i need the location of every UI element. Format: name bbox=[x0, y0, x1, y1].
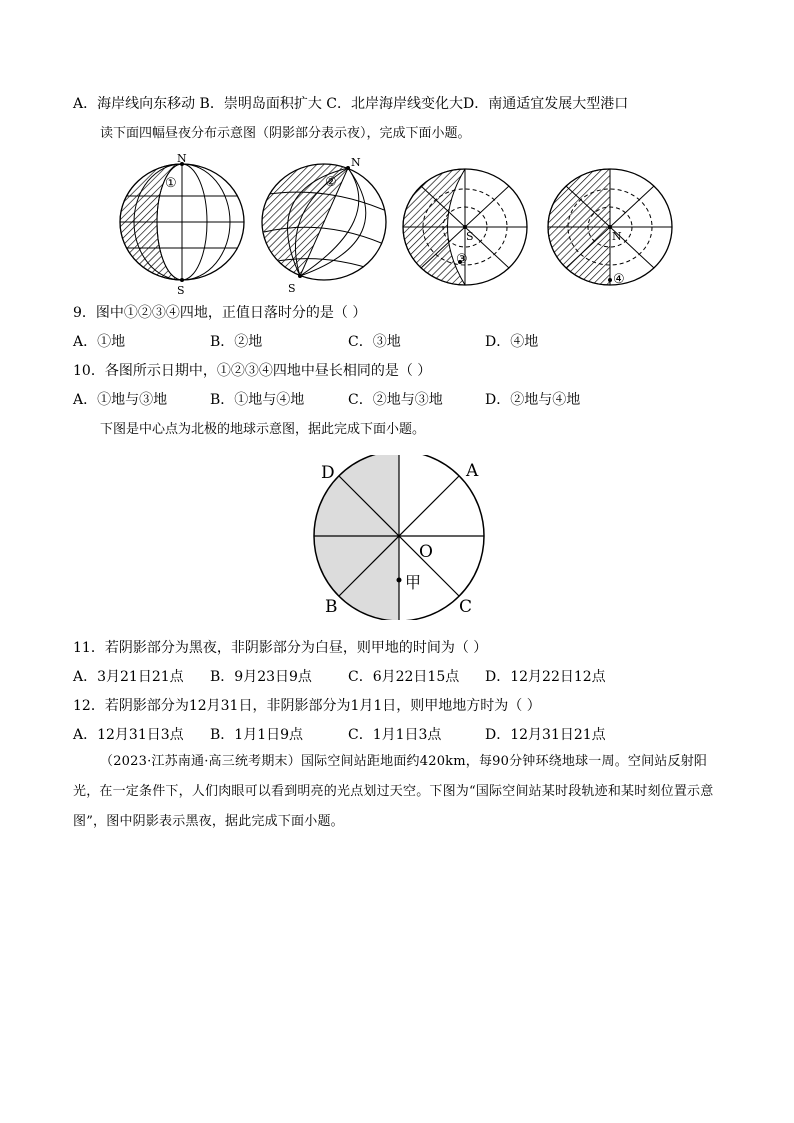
point-1-label: ① bbox=[165, 176, 177, 191]
q11-option-c[interactable]: C．6月22日15点 bbox=[348, 669, 460, 685]
q11-option-d[interactable]: D．12月22日12点 bbox=[485, 669, 606, 685]
day-night-diagrams bbox=[110, 148, 700, 298]
north-label-2: N bbox=[351, 156, 361, 169]
globe-3 bbox=[403, 169, 527, 285]
north-pole-diagram bbox=[310, 455, 490, 620]
label-b: B bbox=[325, 597, 338, 617]
globe-1 bbox=[120, 152, 244, 297]
q11-stem: 11．若阴影部分为黑夜，非阴影部分为白昼，则甲地的时间为（ ） bbox=[73, 640, 488, 656]
south-pole-label-3: S bbox=[466, 230, 474, 243]
q12-options bbox=[73, 725, 606, 745]
q12-option-b[interactable]: B．1月1日9点 bbox=[210, 727, 304, 743]
point-3-label: ③ bbox=[456, 252, 468, 267]
q11-options bbox=[73, 667, 606, 687]
north-pole-label-4: N bbox=[612, 230, 622, 243]
q12-stem: 12．若阴影部分为12月31日，非阴影部分为1月1日，则甲地地方时为（ ） bbox=[73, 698, 541, 714]
q11-option-a[interactable]: A．3月21日21点 bbox=[73, 669, 184, 685]
q10-stem: 10．各图所示日期中，①②③④四地中昼长相同的是（ ） bbox=[73, 363, 432, 379]
q12-option-a[interactable]: A．12月31日3点 bbox=[73, 727, 184, 743]
label-jia: 甲 bbox=[405, 573, 422, 592]
q12-option-c[interactable]: C．1月1日3点 bbox=[348, 727, 442, 743]
label-c: C bbox=[459, 597, 473, 617]
q10-option-d[interactable]: D．②地与④地 bbox=[485, 392, 581, 408]
q10-option-b[interactable]: B．①地与④地 bbox=[210, 392, 305, 408]
q8-options-line: A．海岸线向东移动 B．崇明岛面积扩大 C．北岸海岸线变化大D．南通适宜发展大型港口 bbox=[73, 96, 629, 112]
south-label-1: S bbox=[177, 284, 185, 297]
globe-2 bbox=[262, 156, 386, 295]
intro-day-night: 读下面四幅昼夜分布示意图（阴影部分表示夜），完成下面小题。 bbox=[100, 126, 471, 141]
label-d: D bbox=[321, 463, 335, 483]
q10-option-c[interactable]: C．②地与③地 bbox=[348, 392, 443, 408]
label-a: A bbox=[466, 461, 479, 481]
q9-option-d[interactable]: D．④地 bbox=[485, 334, 539, 350]
q10-option-a[interactable]: A．①地与③地 bbox=[73, 392, 168, 408]
point-4-label: ④ bbox=[613, 272, 625, 287]
label-o: O bbox=[419, 542, 433, 562]
q11-option-b[interactable]: B．9月23日9点 bbox=[210, 669, 312, 685]
south-label-2: S bbox=[288, 282, 296, 295]
q10-options bbox=[73, 390, 580, 410]
q9-option-b[interactable]: B．②地 bbox=[210, 334, 263, 350]
point-2-label: ② bbox=[325, 175, 337, 190]
q9-option-a[interactable]: A．①地 bbox=[73, 334, 126, 350]
q9-options bbox=[73, 332, 538, 352]
intro-space-station: （2023·江苏南通·高三统考期末）国际空间站距地面约420km，每90分钟环绕地球一周。空间站反射阳光，在一定条件下，人们肉眼可以看到明亮的光点划过天空。下图为“国际空间站某时段轨迹和某时刻位置示意图”，图中阴影表示黑夜，据此完成下面小题。 bbox=[73, 754, 714, 829]
q12-option-d[interactable]: D．12月31日21点 bbox=[485, 727, 606, 743]
north-label-1: N bbox=[177, 152, 187, 165]
intro-north-pole: 下图是中心点为北极的地球示意图，据此完成下面小题。 bbox=[100, 422, 426, 437]
globe-4 bbox=[548, 169, 672, 287]
q9-stem: 9．图中①②③④四地，正值日落时分的是（ ） bbox=[73, 305, 367, 321]
q9-option-c[interactable]: C．③地 bbox=[348, 334, 401, 350]
